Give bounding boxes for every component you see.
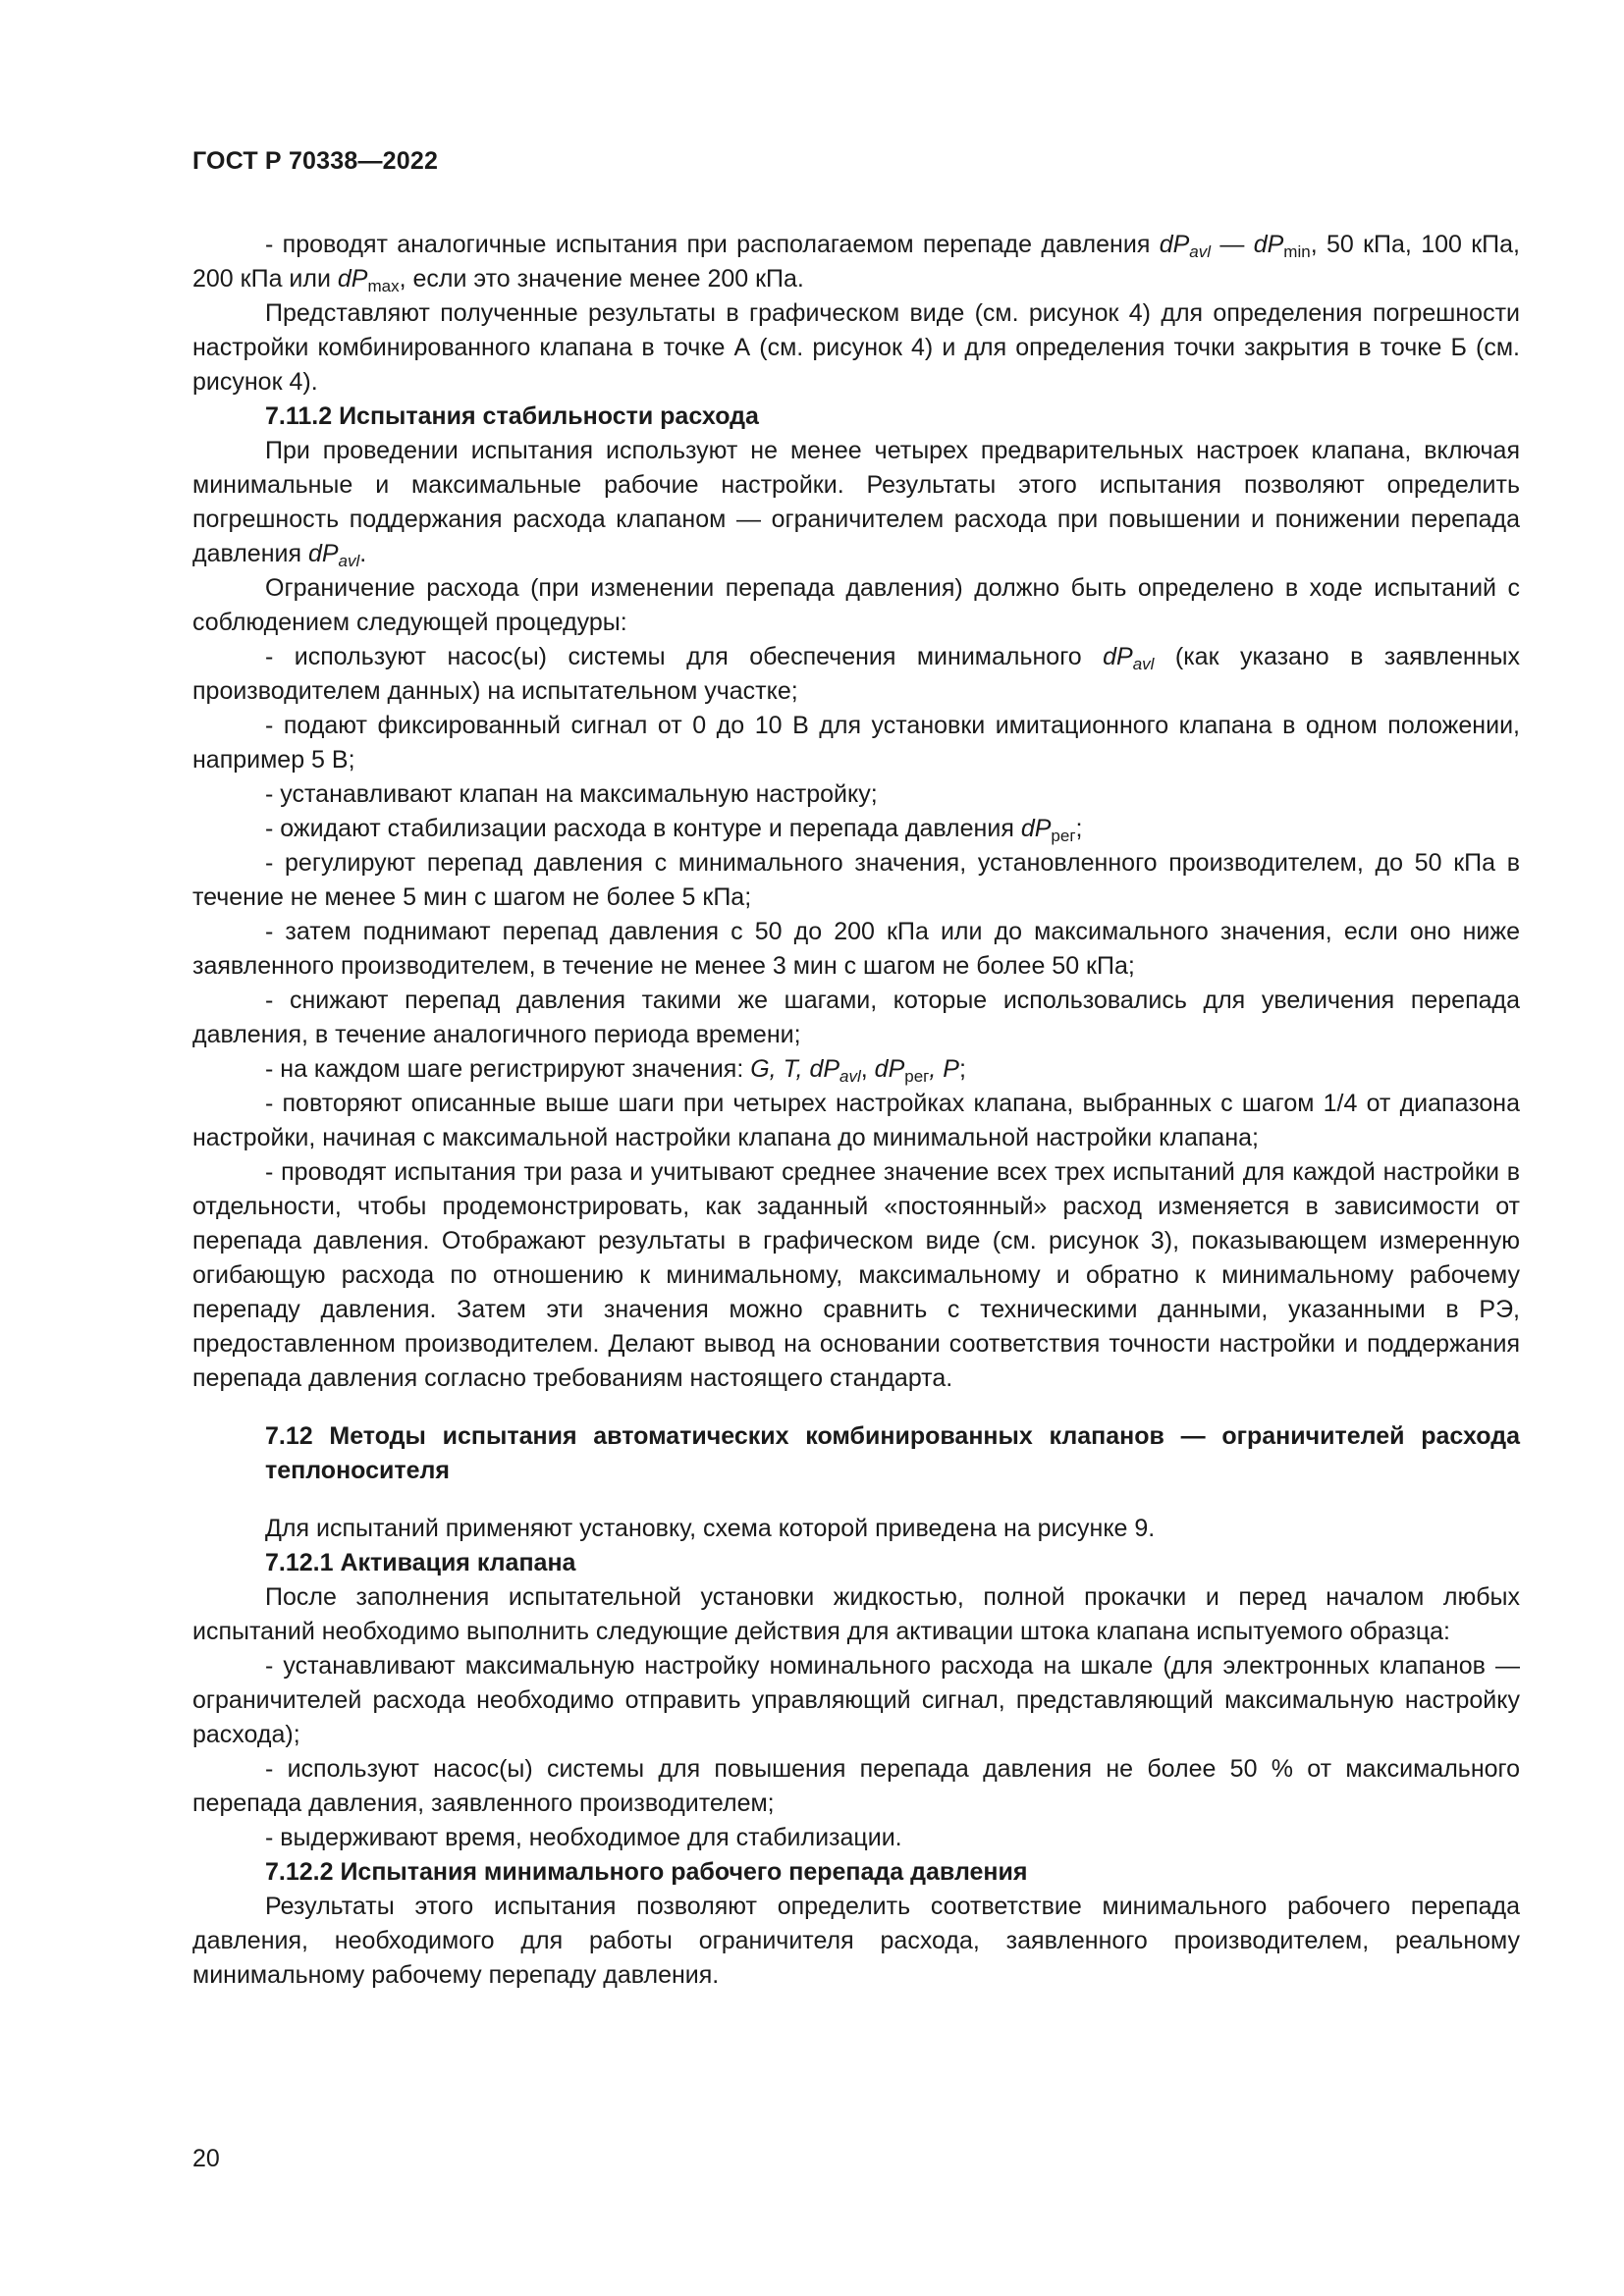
list-item: - снижают перепад давления такими же шагами, которые использовались для увеличения перепада давления, в течение аналогичного периода времени; [192, 987, 1520, 1048]
list-item: - затем поднимают перепад давления с 50 до 200 кПа или до максимального значения, если оно ниже заявленного производителем, в течение не менее 3 мин с шагом не более 50 кПа; [192, 918, 1520, 980]
section-heading-7-12: 7.12 Методы испытания автоматических комбинированных клапанов — ограничителей расхода теплоносителя [265, 1422, 1520, 1484]
section-heading-7-12-1: 7.12.1 Активация клапана [265, 1549, 576, 1576]
list-item: - на каждом шаге регистрируют значения: G, T, $dP_{avl}$, $dP_{рег}$, P; [265, 1055, 966, 1086]
paragraph: Ограничение расхода (при изменении перепада давления) должно быть определено в ходе испытаний с соблюдением следующей процедуры: [192, 574, 1520, 636]
list-item: - подают фиксированный сигнал от 0 до 10 В для установки имитационного клапана в одном положении, например 5 В; [192, 712, 1520, 774]
paragraph: - проводят аналогичные испытания при располагаемом перепаде давления $dP_{avl}$ — $dP_{min}$, 50 кПа, 100 кПа, 200 кПа или $dP_{max}$, если это значение менее 200 кПа. [192, 231, 1520, 295]
document-header: ГОСТ Р 70338—2022 [192, 147, 439, 175]
list-item: - проводят испытания три раза и учитывают среднее значение всех трех испытаний для каждой настройки в отдельности, чтобы продемонстрировать, как заданный «постоянный» расход изменяется в зависимости от перепада давления. Отображают результаты в графическом виде (см. рисунок 3), показывающем измеренную огибающую расхода по отношению к минимальному, максимальному и обратно к минимальному рабочему перепаду давления. Затем эти значения можно сравнить с техническими данными, указанными в РЭ, предоставленном производителем. Делают вывод на основании соответствия точности настройки и поддержания перепада давления согласно требованиям настоящего стандарта. [192, 1158, 1520, 1392]
list-item: - выдерживают время, необходимое для стабилизации. [265, 1824, 902, 1851]
paragraph: После заполнения испытательной установки жидкостью, полной прокачки и перед началом любых испытаний необходимо выполнить следующие действия для активации штока клапана испытуемого образца: [192, 1583, 1520, 1645]
paragraph: Результаты этого испытания позволяют определить соответствие минимального рабочего перепада давления, необходимого для работы ограничителя расхода, заявленного производителем, реальному минимальному рабочему перепаду давления. [192, 1893, 1520, 1989]
list-item: - повторяют описанные выше шаги при четырех настройках клапана, выбранных с шагом 1/4 от диапазона настройки, начиная с максимальной настройки клапана до минимальной настройки клапана; [192, 1090, 1520, 1151]
section-heading-7-11-2: 7.11.2 Испытания стабильности расхода [265, 402, 759, 430]
section-heading-7-12-2: 7.12.2 Испытания минимального рабочего перепада давления [265, 1858, 1028, 1886]
list-item: - используют насос(ы) системы для повышения перепада давления не более 50 % от максимального перепада давления, заявленного производителем; [192, 1755, 1520, 1817]
paragraph: Представляют полученные результаты в графическом виде (см. рисунок 4) для определения погрешности настройки комбинированного клапана в точке А (см. рисунок 4) и для определения точки закрытия в точке Б (см. рисунок 4). [192, 299, 1520, 396]
list-item: - устанавливают максимальную настройку номинального расхода на шкале (для электронных клапанов — ограничителей расхода необходимо отправить управляющий сигнал, представляющий максимальную настройку расхода); [192, 1652, 1520, 1748]
list-item: - устанавливают клапан на максимальную настройку; [265, 780, 878, 808]
paragraph: При проведении испытания используют не менее четырех предварительных настроек клапана, включая минимальные и максимальные рабочие настройки. Результаты этого испытания позволяют определить погрешность поддержания расхода клапаном — ограничителем расхода при повышении и понижении перепада давления $dP_{avl}$. [192, 437, 1520, 570]
list-item: - ожидают стабилизации расхода в контуре и перепада давления $dP_{рег}$; [265, 815, 1083, 845]
page-number: 20 [192, 2145, 220, 2172]
list-item: - регулируют перепад давления с минимального значения, установленного производителем, до 50 кПа в течение не менее 5 мин с шагом не более 5 кПа; [192, 849, 1520, 911]
paragraph: Для испытаний применяют установку, схема которой приведена на рисунке 9. [265, 1515, 1156, 1542]
list-item: - используют насос(ы) системы для обеспечения минимального $dP_{avl}$ (как указано в заявленных производителем данных) на испытательном участке; [192, 643, 1520, 705]
page-content [192, 228, 1520, 1993]
